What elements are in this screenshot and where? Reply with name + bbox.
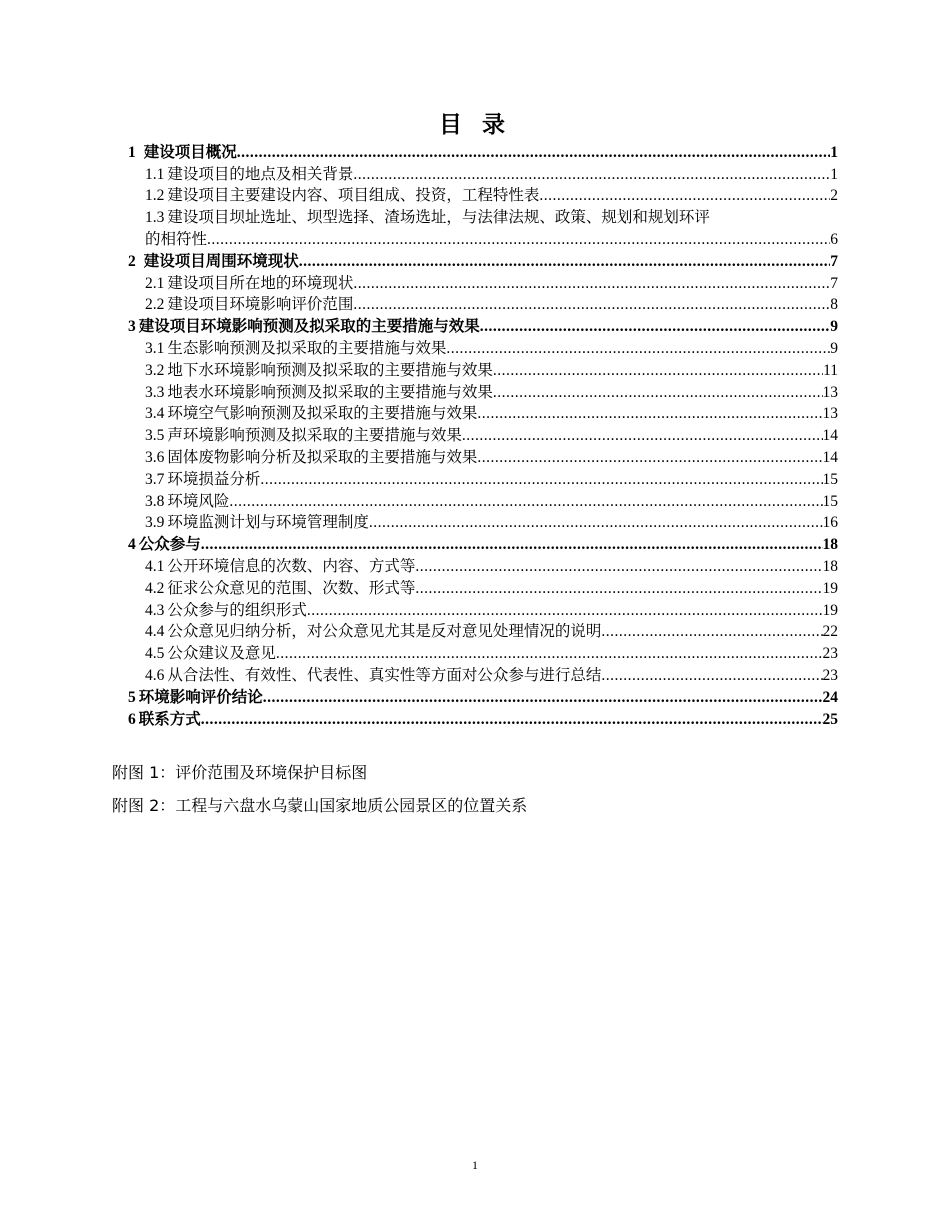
toc-section-entry[interactable] <box>128 294 838 316</box>
toc-section-entry[interactable] <box>128 185 838 207</box>
toc-entry-number: 3.9 <box>145 514 165 532</box>
toc-entry-number: 3.8 <box>145 492 165 510</box>
toc-leader-dots <box>477 447 822 468</box>
toc-entry-page: 6 <box>830 230 838 248</box>
toc-entry-number: 4.5 <box>145 645 165 663</box>
toc-entry-page: 1 <box>830 165 838 183</box>
toc-entry-number: 4.1 <box>145 557 165 575</box>
table-of-contents <box>128 141 838 730</box>
toc-section-entry[interactable] <box>128 403 838 425</box>
toc-section-entry[interactable] <box>128 337 838 359</box>
toc-entry-title: 联系方式 <box>138 709 201 728</box>
toc-entry-number: 4 <box>128 536 136 554</box>
toc-entry-page: 18 <box>822 557 838 575</box>
toc-entry-page: 7 <box>830 274 838 292</box>
toc-entry-title: 环境影响评价结论 <box>138 687 263 706</box>
toc-entry-title: 公众参与 <box>138 535 201 554</box>
toc-chapter-entry[interactable] <box>128 250 838 272</box>
toc-leader-dots <box>415 556 822 577</box>
toc-section-entry[interactable] <box>128 599 838 621</box>
toc-entry-page: 23 <box>822 645 838 663</box>
toc-section-entry[interactable] <box>128 512 838 534</box>
toc-entry-page: 14 <box>822 448 838 466</box>
toc-entry-title: 从合法性、有效性、代表性、真实性等方面对公众参与进行总结 <box>167 665 602 684</box>
toc-leader-dots <box>462 425 823 446</box>
toc-leader-dots <box>299 251 830 272</box>
toc-entry-title: 建设项目的地点及相关背景 <box>167 164 354 183</box>
toc-entry-title: 地下水环境影响预测及拟采取的主要措施与效果 <box>167 360 493 379</box>
toc-entry-page: 2 <box>830 187 838 205</box>
appendix-item-2: 附图 2：工程与六盘水乌蒙山国家地质公园景区的位置关系 <box>112 796 528 815</box>
toc-entry-number: 2.1 <box>145 274 165 292</box>
toc-leader-dots <box>353 294 830 315</box>
toc-section-entry[interactable] <box>128 272 838 294</box>
toc-entry-number: 1.2 <box>145 187 165 205</box>
toc-entry-number: 2.2 <box>145 296 165 314</box>
toc-leader-dots <box>369 512 823 533</box>
toc-entry-number: 2 <box>128 252 136 270</box>
toc-entry-page: 25 <box>822 710 838 728</box>
toc-entry-title: 固体废物影响分析及拟采取的主要措施与效果 <box>167 447 478 466</box>
toc-entry-title: 建设项目坝址选址、坝型选择、渣场选址，与法律法规、政策、规划和规划环评 <box>167 208 710 227</box>
toc-leader-dots <box>539 185 830 206</box>
toc-entry-number: 3.4 <box>145 405 165 423</box>
toc-leader-dots <box>263 687 823 708</box>
toc-entry-number: 1.1 <box>145 165 165 183</box>
toc-entry-page: 9 <box>830 318 838 336</box>
toc-entry-title: 公开环境信息的次数、内容、方式等 <box>167 556 416 575</box>
toc-entry[interactable] <box>128 206 838 228</box>
toc-entry-page: 13 <box>822 383 838 401</box>
toc-leader-dots <box>446 338 830 359</box>
toc-entry-page: 9 <box>830 339 838 357</box>
toc-entry-number: 5 <box>128 688 136 706</box>
toc-section-entry[interactable] <box>128 642 838 664</box>
toc-section-entry[interactable] <box>128 446 838 468</box>
toc-entry-title: 建设项目环境影响预测及拟采取的主要措施与效果 <box>138 317 480 336</box>
appendix-item-1: 附图 1：评价范围及环境保护目标图 <box>112 763 368 782</box>
toc-entry-title: 生态影响预测及拟采取的主要措施与效果 <box>167 338 447 357</box>
toc-entry-page: 8 <box>830 296 838 314</box>
toc-entry-number: 6 <box>128 710 136 728</box>
toc-leader-dots <box>480 316 830 337</box>
toc-entry-page: 23 <box>822 666 838 684</box>
toc-entry-title: 征求公众意见的范围、次数、形式等 <box>167 578 416 597</box>
toc-entry-page: 19 <box>822 601 838 619</box>
toc-entry-number: 3.7 <box>145 470 165 488</box>
toc-entry-title: 公众意见归纳分析，对公众意见尤其是反对意见处理情况的说明 <box>167 622 602 641</box>
toc-section-entry[interactable] <box>128 490 838 512</box>
toc-entry-page: 24 <box>822 688 838 706</box>
toc-entry-continuation[interactable] <box>128 228 838 250</box>
toc-leader-dots <box>353 164 830 185</box>
toc-chapter-entry[interactable] <box>128 141 838 163</box>
toc-entry-page: 11 <box>823 361 838 379</box>
toc-entry-page: 19 <box>822 579 838 597</box>
toc-entry-title: 环境空气影响预测及拟采取的主要措施与效果 <box>167 404 478 423</box>
toc-section-entry[interactable] <box>128 163 838 185</box>
toc-entry-title: 环境监测计划与环境管理制度 <box>167 513 369 532</box>
toc-section-entry[interactable] <box>128 555 838 577</box>
toc-entry-number: 1 <box>128 143 136 161</box>
toc-entry-number: 3.3 <box>145 383 165 401</box>
toc-entry-page: 1 <box>830 143 838 161</box>
page-title: 目 录 <box>438 112 511 138</box>
toc-entry-number: 4.2 <box>145 579 165 597</box>
toc-entry-number: 3.5 <box>145 427 165 445</box>
toc-leader-dots <box>201 534 823 555</box>
toc-entry-title: 建设项目周围环境现状 <box>143 251 299 270</box>
toc-entry-number: 4.6 <box>145 666 165 684</box>
toc-leader-dots <box>229 491 822 512</box>
toc-entry-page: 22 <box>822 623 838 641</box>
toc-entry-page: 18 <box>822 536 838 554</box>
toc-leader-dots <box>477 403 822 424</box>
toc-chapter-entry[interactable] <box>128 315 838 337</box>
toc-section-entry[interactable] <box>128 381 838 403</box>
toc-leader-dots <box>601 665 822 686</box>
toc-leader-dots <box>260 469 822 490</box>
toc-leader-dots <box>276 643 823 664</box>
toc-chapter-entry[interactable] <box>128 686 838 708</box>
toc-entry-title: 地表水环境影响预测及拟采取的主要措施与效果 <box>167 382 493 401</box>
toc-entry-page: 16 <box>822 514 838 532</box>
toc-entry-page: 13 <box>822 405 838 423</box>
toc-entry-number: 3.1 <box>145 339 165 357</box>
toc-leader-dots <box>493 382 823 403</box>
toc-entry-number: 3.6 <box>145 448 165 466</box>
toc-entry-title: 公众参与的组织形式 <box>167 600 307 619</box>
toc-entry-page: 15 <box>822 492 838 510</box>
toc-section-entry[interactable] <box>128 621 838 643</box>
toc-section-entry[interactable] <box>128 468 838 490</box>
toc-leader-dots <box>237 142 830 163</box>
toc-entry-title: 建设项目所在地的环境现状 <box>167 273 354 292</box>
toc-entry-title: 建设项目环境影响评价范围 <box>167 295 354 314</box>
toc-leader-dots <box>493 360 823 381</box>
toc-entry-title: 声环境影响预测及拟采取的主要措施与效果 <box>167 426 462 445</box>
toc-leader-dots <box>601 621 822 642</box>
toc-chapter-entry[interactable] <box>128 533 838 555</box>
toc-entry-page: 15 <box>822 470 838 488</box>
toc-entry-page: 7 <box>830 252 838 270</box>
page-number: 1 <box>472 1158 478 1172</box>
toc-entry-title: 建设项目主要建设内容、项目组成、投资，工程特性表 <box>167 186 540 205</box>
toc-leader-dots <box>415 578 822 599</box>
toc-entry-number: 3.2 <box>145 361 165 379</box>
toc-entry-title: 公众建议及意见 <box>167 644 276 663</box>
toc-leader-dots <box>207 229 830 250</box>
toc-entry-number: 3 <box>128 318 136 336</box>
toc-entry-page: 14 <box>822 427 838 445</box>
toc-entry-title-continued: 的相符性 <box>145 229 208 248</box>
toc-entry-number: 4.4 <box>145 623 165 641</box>
toc-entry-title: 环境损益分析 <box>167 469 261 488</box>
toc-section-entry[interactable] <box>128 664 838 686</box>
toc-leader-dots <box>201 709 823 730</box>
toc-entry-title: 建设项目概况 <box>143 142 237 161</box>
toc-section-entry[interactable] <box>128 424 838 446</box>
toc-section-entry[interactable] <box>128 359 838 381</box>
toc-chapter-entry[interactable] <box>128 708 838 730</box>
toc-entry-number: 1.3 <box>145 209 165 227</box>
toc-leader-dots <box>307 600 823 621</box>
toc-section-entry[interactable] <box>128 577 838 599</box>
toc-leader-dots <box>353 273 830 294</box>
toc-entry-number: 4.3 <box>145 601 165 619</box>
toc-entry-title: 环境风险 <box>167 491 230 510</box>
